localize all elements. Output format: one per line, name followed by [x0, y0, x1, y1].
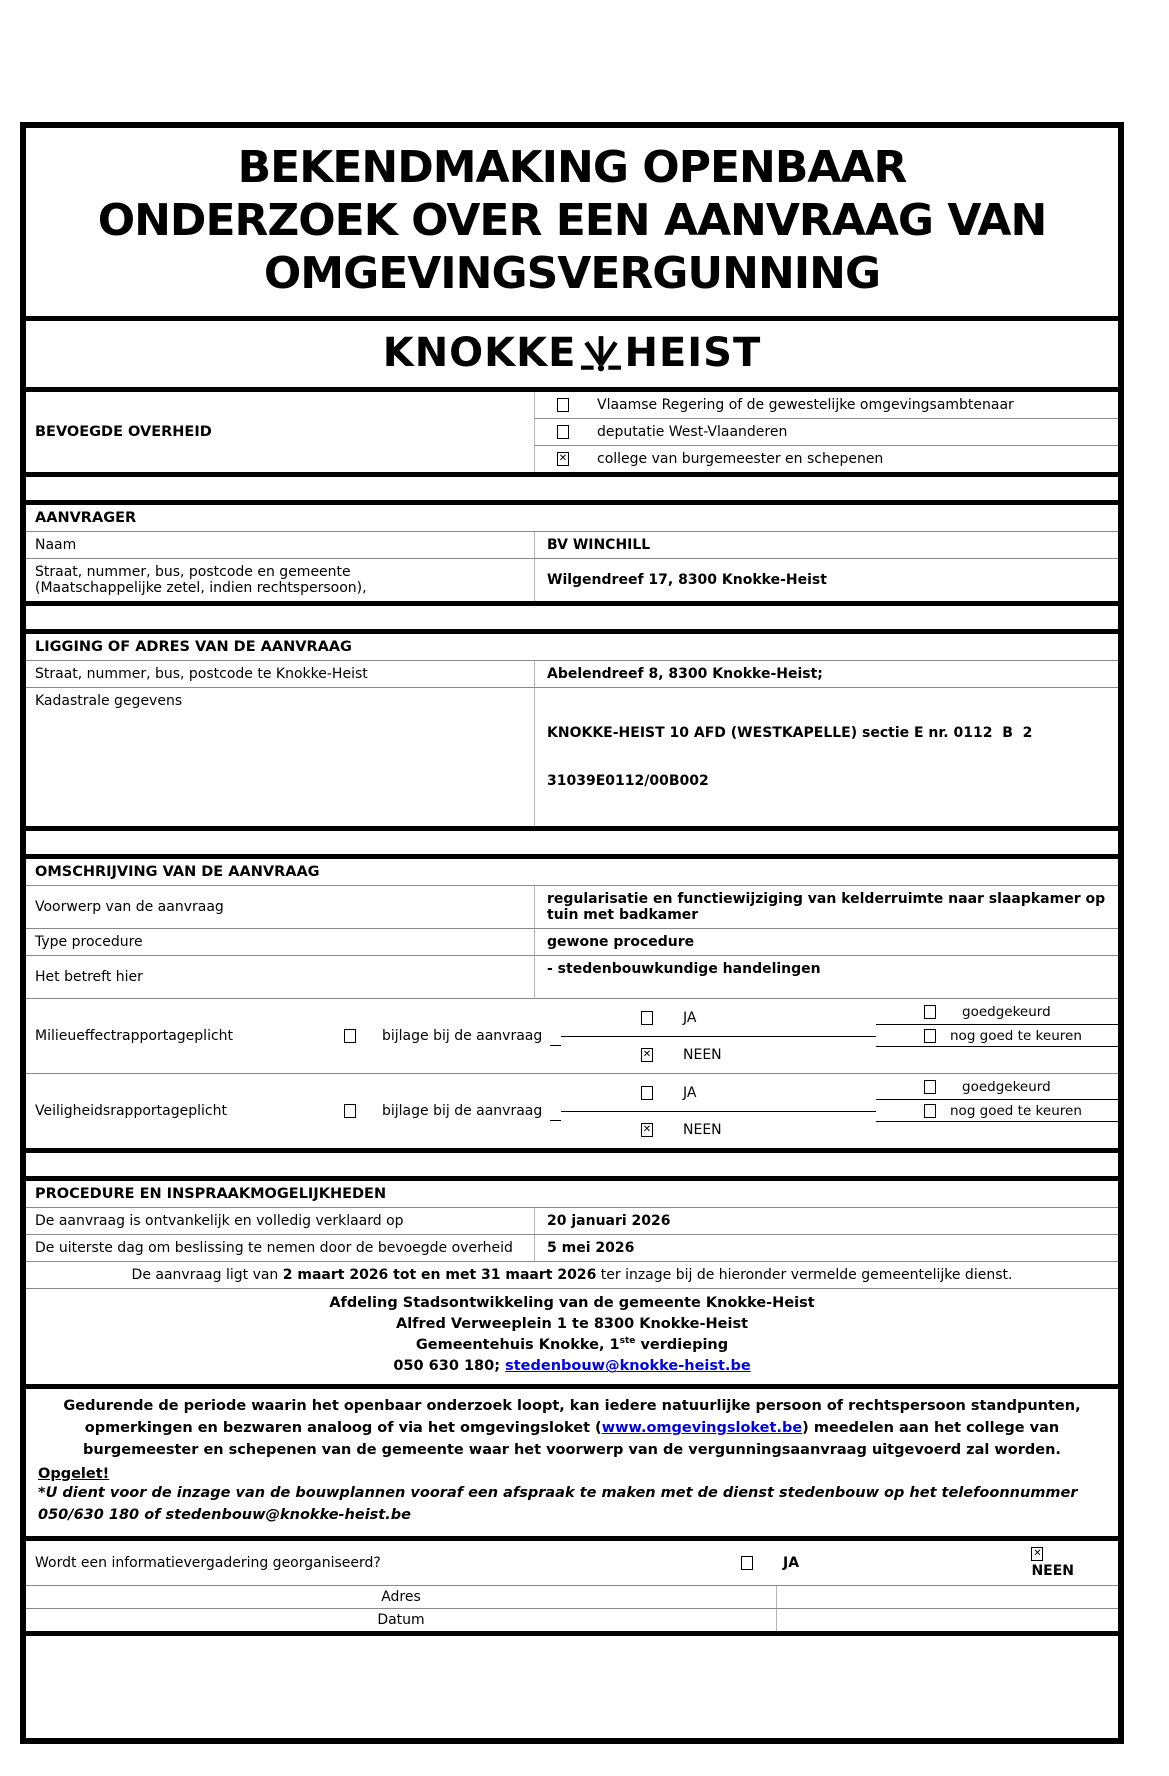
- neen-label: NEEN: [683, 1047, 722, 1064]
- ja-label: JA: [683, 1084, 697, 1101]
- bijlage-label: bijlage bij de aanvraag: [382, 1103, 543, 1120]
- gemeentelijke-dienst-block: [26, 1288, 1118, 1384]
- checkbox-veiligheid-nog-goed[interactable]: [924, 1104, 936, 1118]
- datum-label: Datum: [377, 1611, 425, 1628]
- procedure-header: PROCEDURE EN INSPRAAKMOGELIJKHEDEN: [35, 1186, 387, 1203]
- checkbox-informatievergadering-ja[interactable]: [741, 1556, 753, 1570]
- milieu-label: Milieueffectrapportageplicht: [35, 1028, 234, 1045]
- checkbox-veiligheid-bijlage[interactable]: [344, 1104, 356, 1118]
- checkbox-milieu-ja[interactable]: [641, 1011, 653, 1025]
- table-row: [26, 885, 1118, 928]
- checkbox-veiligheid-ja[interactable]: [641, 1086, 653, 1100]
- option-vlaamse-regering: [535, 392, 1118, 418]
- omschrijving-header: OMSCHRIJVING VAN DE AANVRAAG: [35, 864, 320, 881]
- section-procedure: [26, 1181, 1118, 1389]
- logo-text-knokke: KNOKKE: [382, 330, 577, 377]
- aanvrager-header: AANVRAGER: [35, 510, 137, 527]
- goedgekeurd-label: goedgekeurd: [962, 1078, 1051, 1095]
- table-row: [26, 928, 1118, 955]
- nog-goed-label: nog goed te keuren: [950, 1027, 1082, 1044]
- adres-label-line1: Straat, nummer, bus, postcode en gemeente: [35, 564, 351, 581]
- table-row: [26, 955, 1118, 998]
- veiligheid-goedgekeurd: [876, 1074, 1118, 1100]
- bijlage-label: bijlage bij de aanvraag: [382, 1028, 543, 1045]
- veiligheid-neen: [561, 1112, 876, 1149]
- uiterste-dag-label: De uiterste dag om beslissing te nemen door de bevoegde overheid: [35, 1240, 513, 1257]
- table-row: [26, 1234, 1118, 1261]
- checkbox-vlaamse-regering[interactable]: [557, 398, 569, 412]
- checkbox-informatievergadering-neen[interactable]: [1031, 1547, 1043, 1561]
- page-title-line3: OMGEVINGSVERGUNNING: [263, 247, 881, 299]
- ligging-header: LIGGING OF ADRES VAN DE AANVRAAG: [35, 639, 352, 656]
- checkbox-deputatie[interactable]: [557, 425, 569, 439]
- bezwaar-tekst-1: Gedurende de periode waarin het openbaar onderzoek loopt, kan iedere natuurlijke persoon of rechtspersoon standpunten, opmerkingen en bezwaren analoog of via het omgevingsloket (: [63, 1398, 1081, 1437]
- dienst-contact: [26, 1356, 1118, 1377]
- announcement-form: [20, 122, 1124, 1744]
- ja-label: JA: [683, 1009, 697, 1026]
- uiterste-dag-value: 5 mei 2026: [534, 1235, 1118, 1261]
- aanvrager-adres-value: Wilgendreef 17, 8300 Knokke-Heist: [534, 559, 1118, 601]
- section-separator: [26, 831, 1118, 859]
- adres-row: [26, 1585, 1118, 1608]
- adres-value-empty: [776, 1586, 1118, 1608]
- milieu-neen: [561, 1037, 876, 1074]
- option-label: college van burgemeester en schepenen: [597, 451, 884, 468]
- dienst-locatie: [26, 1335, 1118, 1356]
- section-informatievergadering: [26, 1541, 1118, 1636]
- table-row: [26, 1207, 1118, 1234]
- section-separator: [26, 477, 1118, 505]
- row-milieueffectrapportageplicht: [26, 998, 1118, 1073]
- page: [0, 122, 1169, 1776]
- row-veiligheidsrapportageplicht: [26, 1073, 1118, 1148]
- rule-line: [550, 1120, 561, 1121]
- omgevingsloket-link[interactable]: www.omgevingsloket.be: [601, 1420, 803, 1437]
- table-row: [26, 660, 1118, 687]
- option-college: [535, 445, 1118, 472]
- informatievergadering-label: Wordt een informatievergadering georganiseerd?: [35, 1554, 381, 1571]
- informatievergadering-neen: [1031, 1547, 1074, 1579]
- informatievergadering-opties: [666, 1541, 1118, 1585]
- type-procedure-value: gewone procedure: [534, 929, 1118, 955]
- straat-value: Abelendreef 8, 8300 Knokke-Heist;: [534, 661, 1118, 687]
- page-title-line2: ONDERZOEK OVER EEN AANVRAAG VAN: [97, 194, 1047, 246]
- aanvrager-adres-label: [26, 559, 534, 601]
- neen-label: NEEN: [1031, 1562, 1074, 1579]
- email-link[interactable]: stedenbouw@knokke-heist.be: [505, 1358, 751, 1375]
- datum-row: [26, 1608, 1118, 1631]
- spacer: [876, 1047, 1118, 1073]
- checkbox-veiligheid-neen[interactable]: [641, 1123, 653, 1137]
- checkbox-milieu-neen[interactable]: [641, 1048, 653, 1062]
- section-separator: [26, 1153, 1118, 1181]
- milieu-nog-goed: [876, 1025, 1118, 1047]
- neen-label: NEEN: [683, 1122, 722, 1139]
- table-row: [26, 531, 1118, 558]
- ontvankelijk-label: De aanvraag is ontvankelijk en volledig verklaard op: [35, 1213, 404, 1230]
- nog-goed-label: nog goed te keuren: [950, 1102, 1082, 1119]
- opgelet-label: Opgelet!: [38, 1465, 110, 1482]
- option-label: Vlaamse Regering of de gewestelijke omgevingsambtenaar: [597, 397, 1014, 414]
- afspraak-notitie: *U dient voor de inzage van de bouwplannen vooraf een afspraak te maken met de dienst stedenbouw op het telefoonnummer 050/630 180 of stedenbouw@knokke-heist.be: [38, 1484, 1078, 1524]
- checkbox-milieu-goedgekeurd[interactable]: [924, 1005, 936, 1019]
- telefoon: 050 630 180;: [393, 1358, 506, 1375]
- section-separator: [26, 606, 1118, 634]
- inzage-periode: 2 maart 2026 tot en met 31 maart 2026: [282, 1267, 597, 1284]
- straat-label: Straat, nummer, bus, postcode te Knokke-Heist: [35, 666, 368, 683]
- kadaster-value-line1: KNOKKE-HEIST 10 AFD (WESTKAPELLE) sectie E nr. 0112 B 2: [547, 725, 1033, 742]
- veiligheid-ja-neen: [561, 1074, 876, 1148]
- page-title-line1: BEKENDMAKING OPENBAAR: [237, 142, 907, 193]
- naam-label: Naam: [35, 537, 77, 554]
- table-row: [26, 558, 1118, 601]
- informatievergadering-row: [26, 1541, 1118, 1585]
- bezwaar-tekst-2: ) meedelen aan het college van burgemeester en schepenen van de gemeente waar het voorwerp van de vergunningsaanvraag uitgevoerd zal worden.: [83, 1420, 1061, 1458]
- milieu-ja-neen: [561, 999, 876, 1073]
- kadaster-value: [534, 688, 1118, 826]
- ontvankelijk-value: 20 januari 2026: [534, 1208, 1118, 1234]
- voorwerp-value: regularisatie en functiewijziging van kelderruimte naar slaapkamer op tuin met badkamer: [534, 886, 1118, 928]
- inzage-periode-row: [26, 1261, 1118, 1288]
- milieu-goedgekeurd: [876, 999, 1118, 1025]
- betreft-label: Het betreft hier: [35, 969, 143, 986]
- kadaster-value-line2: 31039E0112/00B002: [547, 773, 709, 790]
- inzage-post: ter inzage bij de hieronder vermelde gemeentelijke dienst.: [596, 1267, 1013, 1284]
- rule-line: [550, 1045, 561, 1046]
- inzage-pre: De aanvraag ligt van: [131, 1267, 283, 1284]
- datum-value-empty: [776, 1609, 1118, 1631]
- adres-label-line2: (Maatschappelijke zetel, indien rechtspersoon),: [35, 580, 367, 597]
- checkbox-milieu-bijlage[interactable]: [344, 1029, 356, 1043]
- empty-remarks-box: [26, 1636, 1118, 1738]
- milieu-bijlage: [326, 999, 561, 1073]
- veiligheid-label: Veiligheidsrapportageplicht: [35, 1103, 227, 1120]
- kadaster-label: Kadastrale gegevens: [35, 693, 183, 710]
- veiligheid-bijlage: [326, 1074, 561, 1148]
- title-box: [26, 128, 1118, 321]
- bird-footprint-icon: [579, 333, 623, 379]
- section-bevoegde-overheid: [26, 392, 1118, 477]
- dienst-naam: Afdeling Stadsontwikkeling van de gemeente Knokke-Heist: [329, 1295, 815, 1312]
- section-bezwaar: [26, 1389, 1118, 1540]
- voorwerp-label: Voorwerp van de aanvraag: [35, 899, 224, 916]
- logo-text-heist: HEIST: [624, 330, 762, 377]
- veiligheid-nog-goed: [876, 1100, 1118, 1122]
- locatie-sup: ste: [619, 1336, 636, 1347]
- ja-label: JA: [783, 1554, 800, 1571]
- section-aanvrager: [26, 505, 1118, 606]
- table-row: [26, 687, 1118, 826]
- milieu-goedkeuring: [876, 999, 1118, 1073]
- locatie-pre: Gemeentehuis Knokke, 1: [415, 1337, 620, 1354]
- goedgekeurd-label: goedgekeurd: [962, 1003, 1051, 1020]
- naam-value: BV WINCHILL: [534, 532, 1118, 558]
- bevoegde-overheid-options: [534, 392, 1118, 472]
- checkbox-veiligheid-goedgekeurd[interactable]: [924, 1080, 936, 1094]
- adres-label: Adres: [381, 1588, 421, 1605]
- option-label: deputatie West-Vlaanderen: [597, 424, 788, 441]
- veiligheid-goedkeuring: [876, 1074, 1118, 1148]
- bevoegde-overheid-label: BEVOEGDE OVERHEID: [35, 424, 212, 441]
- spacer: [876, 1122, 1118, 1148]
- municipality-logo: [26, 321, 1118, 392]
- section-ligging: [26, 634, 1118, 831]
- type-procedure-label: Type procedure: [35, 934, 143, 951]
- section-omschrijving: [26, 859, 1118, 1153]
- veiligheid-ja: [561, 1074, 876, 1112]
- checkbox-milieu-nog-goed[interactable]: [924, 1029, 936, 1043]
- checkbox-college[interactable]: [557, 452, 569, 466]
- dienst-adres: Alfred Verweeplein 1 te 8300 Knokke-Heist: [395, 1316, 749, 1333]
- milieu-ja: [561, 999, 876, 1037]
- betreft-value: - stedenbouwkundige handelingen: [534, 956, 1118, 998]
- locatie-post: verdieping: [635, 1337, 729, 1354]
- bezwaar-paragraaf: [38, 1396, 1106, 1461]
- option-deputatie: [535, 418, 1118, 445]
